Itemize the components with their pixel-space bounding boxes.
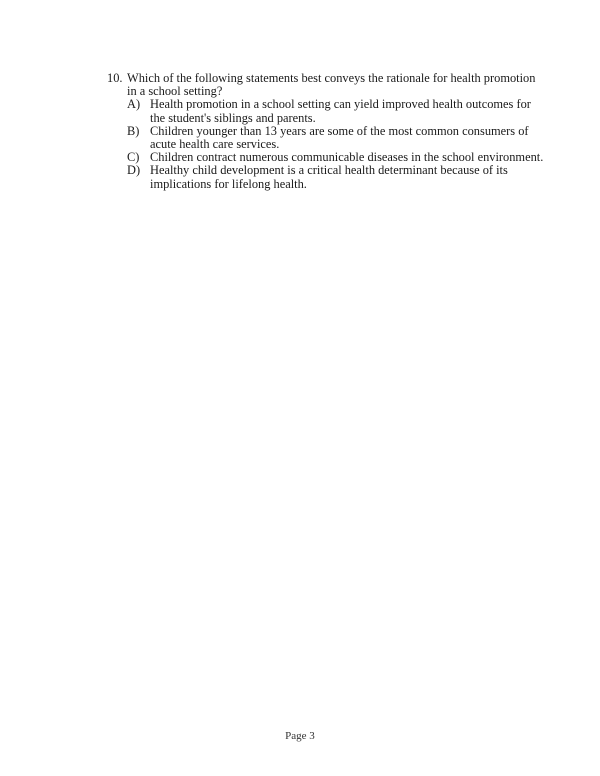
option-letter: C)	[127, 150, 140, 165]
page-number: Page 3	[285, 730, 315, 742]
option-letter: A)	[127, 97, 141, 112]
option-text: Children contract numerous communicable diseases in the school environment.	[150, 150, 544, 165]
option-text: Children younger than 13 years are some of the most common consumers of acute health care services.	[150, 123, 529, 152]
question-block	[107, 72, 547, 191]
option-a	[127, 98, 547, 124]
question-number: 10.	[107, 71, 123, 85]
question-text: Which of the following statements best conveys the rationale for health promotion in a school setting?	[127, 71, 536, 99]
answer-options	[127, 98, 547, 190]
option-letter: B)	[127, 123, 140, 138]
option-b	[127, 125, 547, 151]
option-text: Healthy child development is a critical health determinant because of its implications for lifelong health.	[150, 163, 508, 191]
option-d	[127, 164, 547, 190]
option-text: Health promotion in a school setting can yield improved health outcomes for the student's siblings and parents.	[150, 97, 531, 125]
option-letter: D)	[127, 163, 141, 178]
question-stem	[107, 72, 547, 98]
